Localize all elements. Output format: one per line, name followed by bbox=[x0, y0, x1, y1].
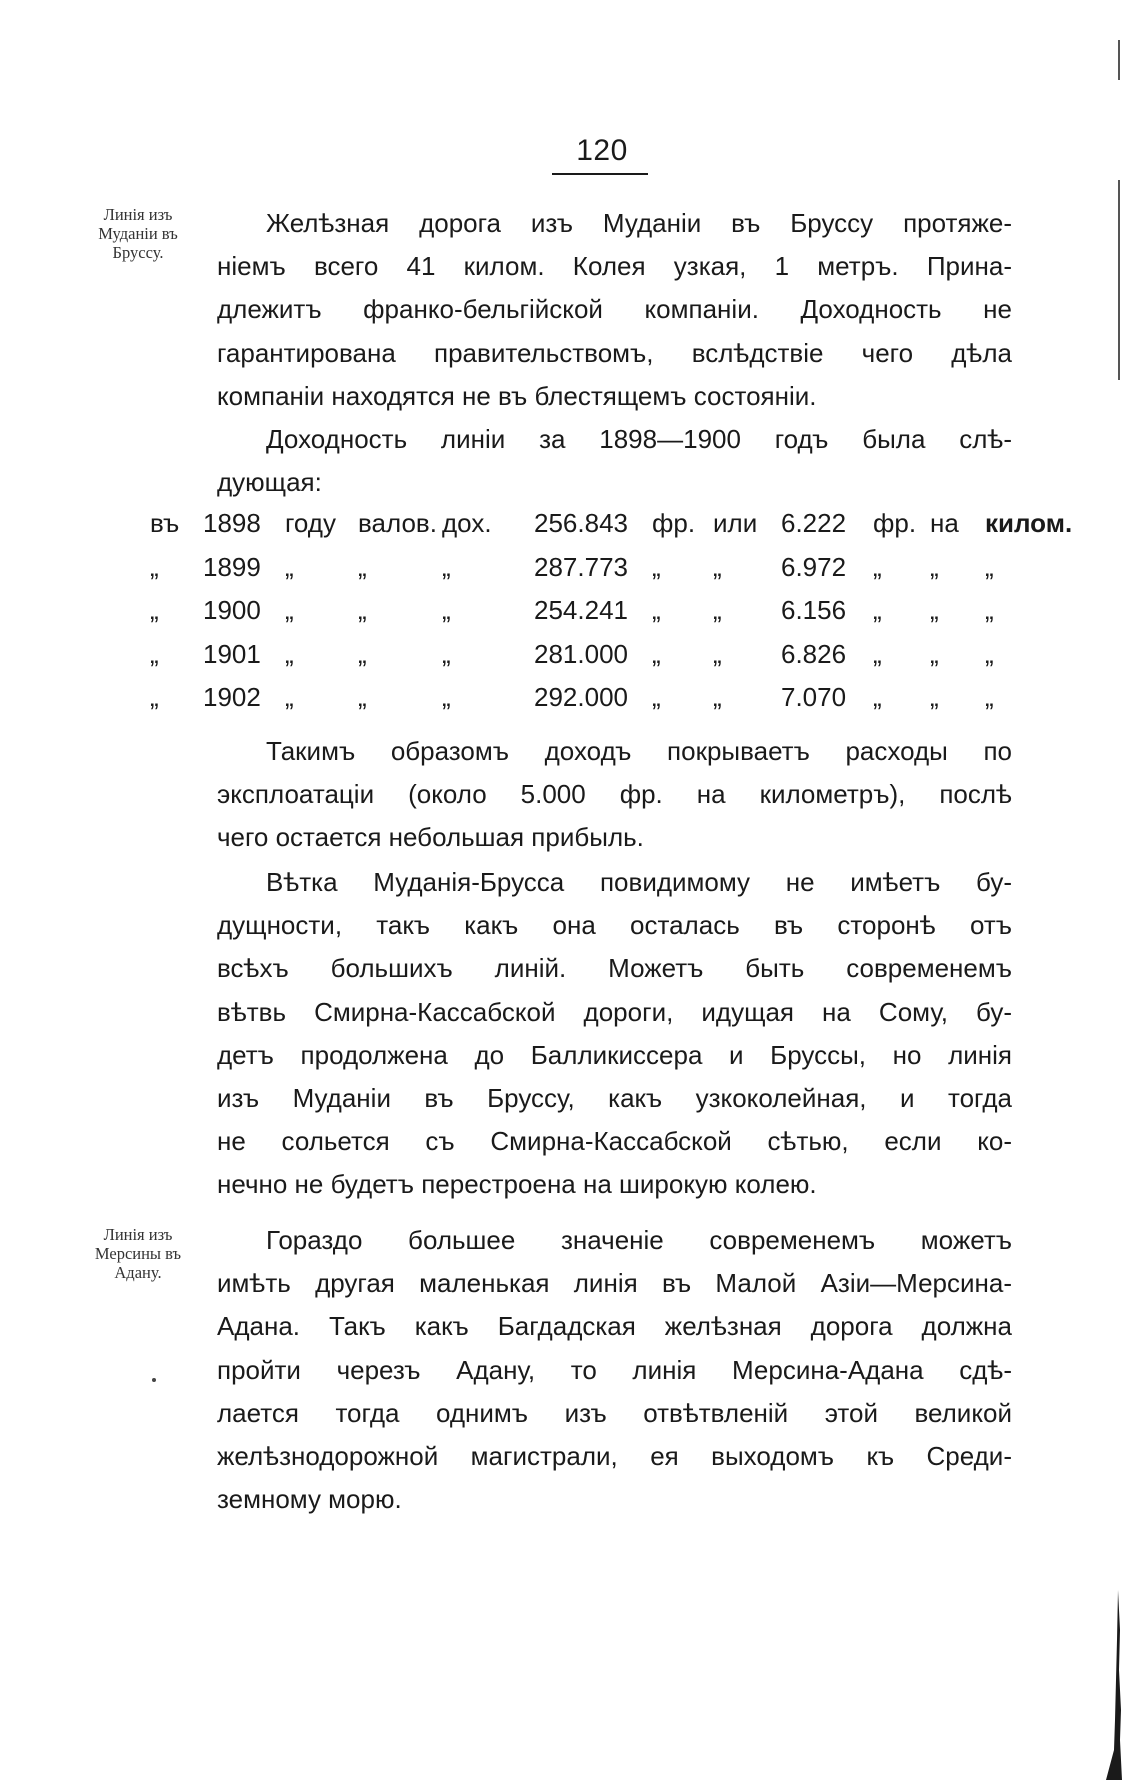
row-word: „ bbox=[442, 551, 451, 582]
row-gross-revenue: 287.773 bbox=[534, 551, 628, 582]
row-word: „ bbox=[285, 595, 294, 625]
row-word: „ bbox=[713, 551, 722, 582]
text-line: изъ Муданіи въ Бруссу, какъ узкоколейная, и тогда bbox=[217, 1083, 1012, 1114]
row-prefix: „ bbox=[150, 682, 159, 712]
text-line: имѣть другая маленькая линія въ Малой Азіи—Мерсина- bbox=[217, 1268, 1012, 1299]
row-unit: „ bbox=[652, 551, 661, 582]
row-unit: „ bbox=[873, 551, 882, 582]
row-prefix: „ bbox=[150, 638, 159, 669]
row-year: 1901 bbox=[203, 638, 261, 669]
table-row bbox=[0, 595, 1140, 639]
sidenote-mersin-adana bbox=[58, 1225, 218, 1282]
row-revenue-per-km: 6.222 bbox=[781, 508, 847, 538]
row-word: „ bbox=[985, 595, 994, 625]
row-word: „ bbox=[713, 682, 722, 712]
row-word: дох. bbox=[442, 508, 492, 538]
text-line: дующая: bbox=[217, 467, 322, 498]
row-word: на bbox=[930, 508, 959, 538]
row-unit: „ bbox=[652, 638, 661, 669]
row-word: „ bbox=[442, 638, 451, 669]
row-unit: „ bbox=[652, 682, 661, 712]
text-line: вѣтвь Смирна-Кассабской дороги, идущая на Сому, бу- bbox=[217, 996, 1012, 1027]
text-line: детъ продолжена до Балликиссера и Бруссы, но линія bbox=[217, 1039, 1012, 1070]
text-line: дущности, такъ какъ она осталась въ сторонѣ отъ bbox=[217, 910, 1012, 941]
text-line: пройти черезъ Адану, то линія Мерсина-Адана сдѣ- bbox=[217, 1354, 1012, 1385]
row-unit: „ bbox=[873, 682, 882, 712]
paragraph-5 bbox=[217, 1219, 1012, 1521]
row-word: „ bbox=[358, 551, 367, 582]
sidenote-line: Линія изъ bbox=[103, 1225, 173, 1244]
text-line: всѣхъ большихъ линій. Можетъ быть современемъ bbox=[217, 953, 1012, 984]
paragraph-2 bbox=[217, 418, 1012, 504]
row-word: „ bbox=[358, 682, 367, 712]
text-line: компаніи находятся не въ блестящемъ состояніи. bbox=[217, 380, 817, 411]
row-revenue-per-km: 7.070 bbox=[781, 682, 847, 712]
text-line: чего остается небольшая прибыль. bbox=[217, 822, 644, 853]
page-number-underline bbox=[552, 173, 648, 175]
text-line: эксплоатаціи (около 5.000 фр. на километръ), послѣ bbox=[217, 779, 1012, 810]
sidenote-line: Муданіи въ bbox=[98, 224, 178, 243]
row-word: „ bbox=[713, 638, 722, 669]
paragraph-4 bbox=[217, 861, 1012, 1207]
text-line: не сольется съ Смирна-Кассабской сѣтью, если ко- bbox=[217, 1126, 1012, 1157]
row-word: „ bbox=[985, 682, 994, 712]
row-year: 1902 bbox=[203, 682, 261, 712]
row-unit: фр. bbox=[652, 508, 696, 538]
row-word: „ bbox=[358, 595, 367, 625]
paragraph-1 bbox=[217, 202, 1012, 418]
row-revenue-per-km: 6.972 bbox=[781, 551, 847, 582]
sidenote-line: Мерсины въ bbox=[94, 1244, 182, 1263]
row-word: „ bbox=[930, 551, 939, 582]
row-unit: „ bbox=[873, 638, 882, 669]
row-prefix: „ bbox=[150, 551, 159, 582]
row-word: „ bbox=[930, 682, 939, 712]
row-word: „ bbox=[442, 595, 451, 625]
row-gross-revenue: 292.000 bbox=[534, 682, 628, 712]
text-line: желѣзнодорожной магистрали, ея выходомъ къ Среди- bbox=[217, 1441, 1012, 1472]
row-unit: „ bbox=[652, 595, 661, 625]
row-word: „ bbox=[985, 551, 994, 582]
row-year: 1900 bbox=[203, 595, 261, 625]
row-word: „ bbox=[285, 551, 294, 582]
text-line: длежитъ франко-бельгійской компаніи. Доходность не bbox=[217, 294, 1012, 325]
text-line: лается тогда однимъ изъ отвѣтвленій этой великой bbox=[217, 1397, 1012, 1428]
row-year: 1899 bbox=[203, 551, 261, 582]
row-word: „ bbox=[285, 682, 294, 712]
row-gross-revenue: 256.843 bbox=[534, 508, 628, 538]
table-row bbox=[0, 552, 1140, 596]
row-year: 1898 bbox=[203, 508, 261, 538]
page-number: 120 bbox=[576, 134, 628, 167]
text-line: Гораздо большее значеніе современемъ можетъ bbox=[266, 1225, 1012, 1255]
table-row bbox=[0, 508, 1140, 552]
row-word: „ bbox=[930, 595, 939, 625]
sidenote-line: Адану. bbox=[114, 1263, 162, 1282]
row-prefix: „ bbox=[150, 595, 159, 625]
text-line: Вѣтка Муданія-Брусса повидимому не имѣетъ бу- bbox=[266, 867, 1012, 897]
table-row bbox=[0, 639, 1140, 683]
text-line: Такимъ образомъ доходъ покрываетъ расходы по bbox=[266, 736, 1012, 766]
row-word: „ bbox=[358, 638, 367, 669]
text-line: Доходность линіи за 1898—1900 годъ была слѣ- bbox=[266, 424, 1012, 454]
sidenote-mudania-brussa bbox=[58, 205, 218, 262]
row-gross-revenue: 281.000 bbox=[534, 638, 628, 669]
sidenote-line: Бруссу. bbox=[112, 243, 164, 262]
row-word: „ bbox=[930, 638, 939, 669]
row-gross-revenue: 254.241 bbox=[534, 595, 628, 625]
table-row bbox=[0, 682, 1140, 726]
row-unit: „ bbox=[873, 595, 882, 625]
text-line: нечно не будетъ перестроена на широкую колею. bbox=[217, 1169, 817, 1200]
text-line: ніемъ всего 41 килом. Колея узкая, 1 метръ. Прина- bbox=[217, 251, 1012, 282]
ink-speck bbox=[152, 1378, 156, 1382]
revenue-table bbox=[0, 508, 1140, 726]
row-word: „ bbox=[985, 638, 994, 669]
row-word: „ bbox=[285, 638, 294, 669]
scan-edge-mark bbox=[1118, 40, 1120, 80]
paragraph-3 bbox=[217, 730, 1012, 860]
row-word: или bbox=[713, 508, 758, 538]
text-line: гарантирована правительствомъ, вслѣдствіе чего дѣла bbox=[217, 337, 1012, 368]
row-word: килом. bbox=[985, 508, 1073, 538]
text-line: Адана. Такъ какъ Багдадская желѣзная дорога должна bbox=[217, 1311, 1012, 1342]
row-word: году bbox=[285, 508, 336, 538]
row-prefix: въ bbox=[150, 508, 180, 538]
text-line: земному морю. bbox=[217, 1484, 402, 1515]
row-word: „ bbox=[713, 595, 722, 625]
row-revenue-per-km: 6.826 bbox=[781, 638, 847, 669]
row-word: валов. bbox=[358, 508, 437, 538]
scan-edge-blot bbox=[1100, 1590, 1122, 1780]
text-line: Желѣзная дорога изъ Муданіи въ Бруссу протяже- bbox=[266, 208, 1012, 238]
row-word: „ bbox=[442, 682, 451, 712]
sidenote-line: Линія изъ bbox=[103, 205, 173, 224]
scan-edge-mark bbox=[1118, 180, 1120, 380]
row-unit: фр. bbox=[873, 508, 917, 538]
row-revenue-per-km: 6.156 bbox=[781, 595, 847, 625]
